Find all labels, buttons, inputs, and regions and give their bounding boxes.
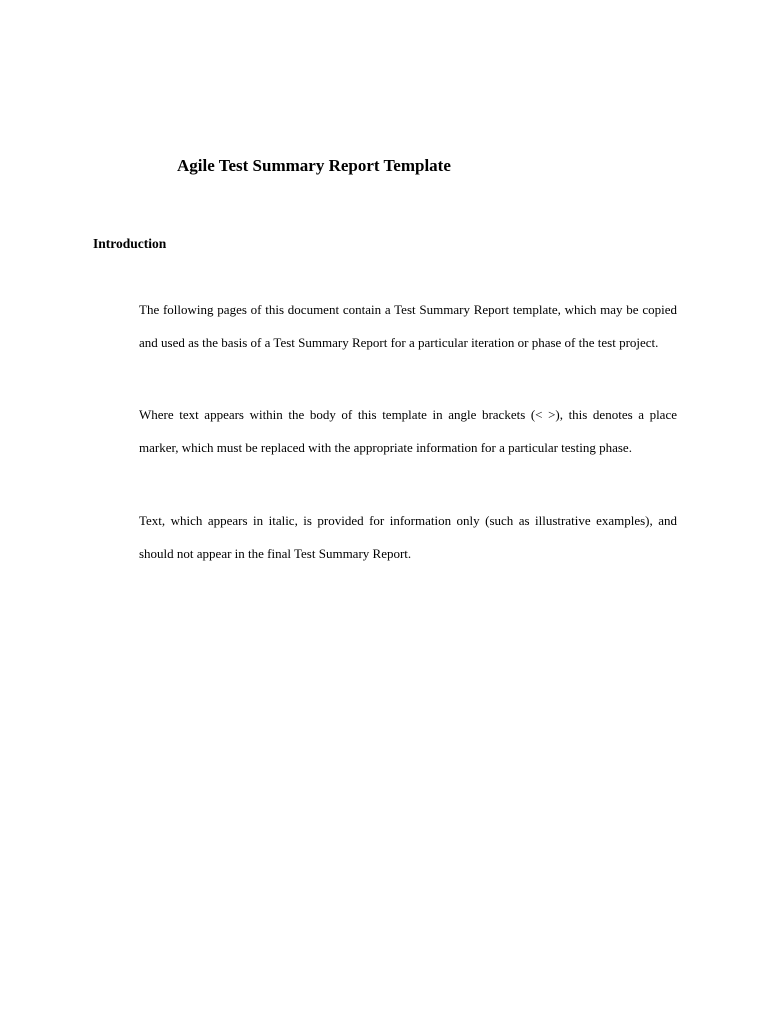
section-heading-introduction: Introduction [93, 236, 167, 251]
paragraph-intro-2: Where text appears within the body of this template in angle brackets (< >), this denotes a place marker, which must be replaced with the appropriate information for a particular testing phase. [139, 407, 677, 455]
paragraph-intro-1: The following pages of this document contain a Test Summary Report template, which may be copied and used as the basis of a Test Summary Report for a particular iteration or phase of the test project. [139, 302, 677, 350]
document-title: Agile Test Summary Report Template [177, 156, 451, 175]
paragraph-intro-3: Text, which appears in italic, is provided for information only (such as illustrative examples), and should not appear in the final Test Summary Report. [139, 513, 677, 561]
